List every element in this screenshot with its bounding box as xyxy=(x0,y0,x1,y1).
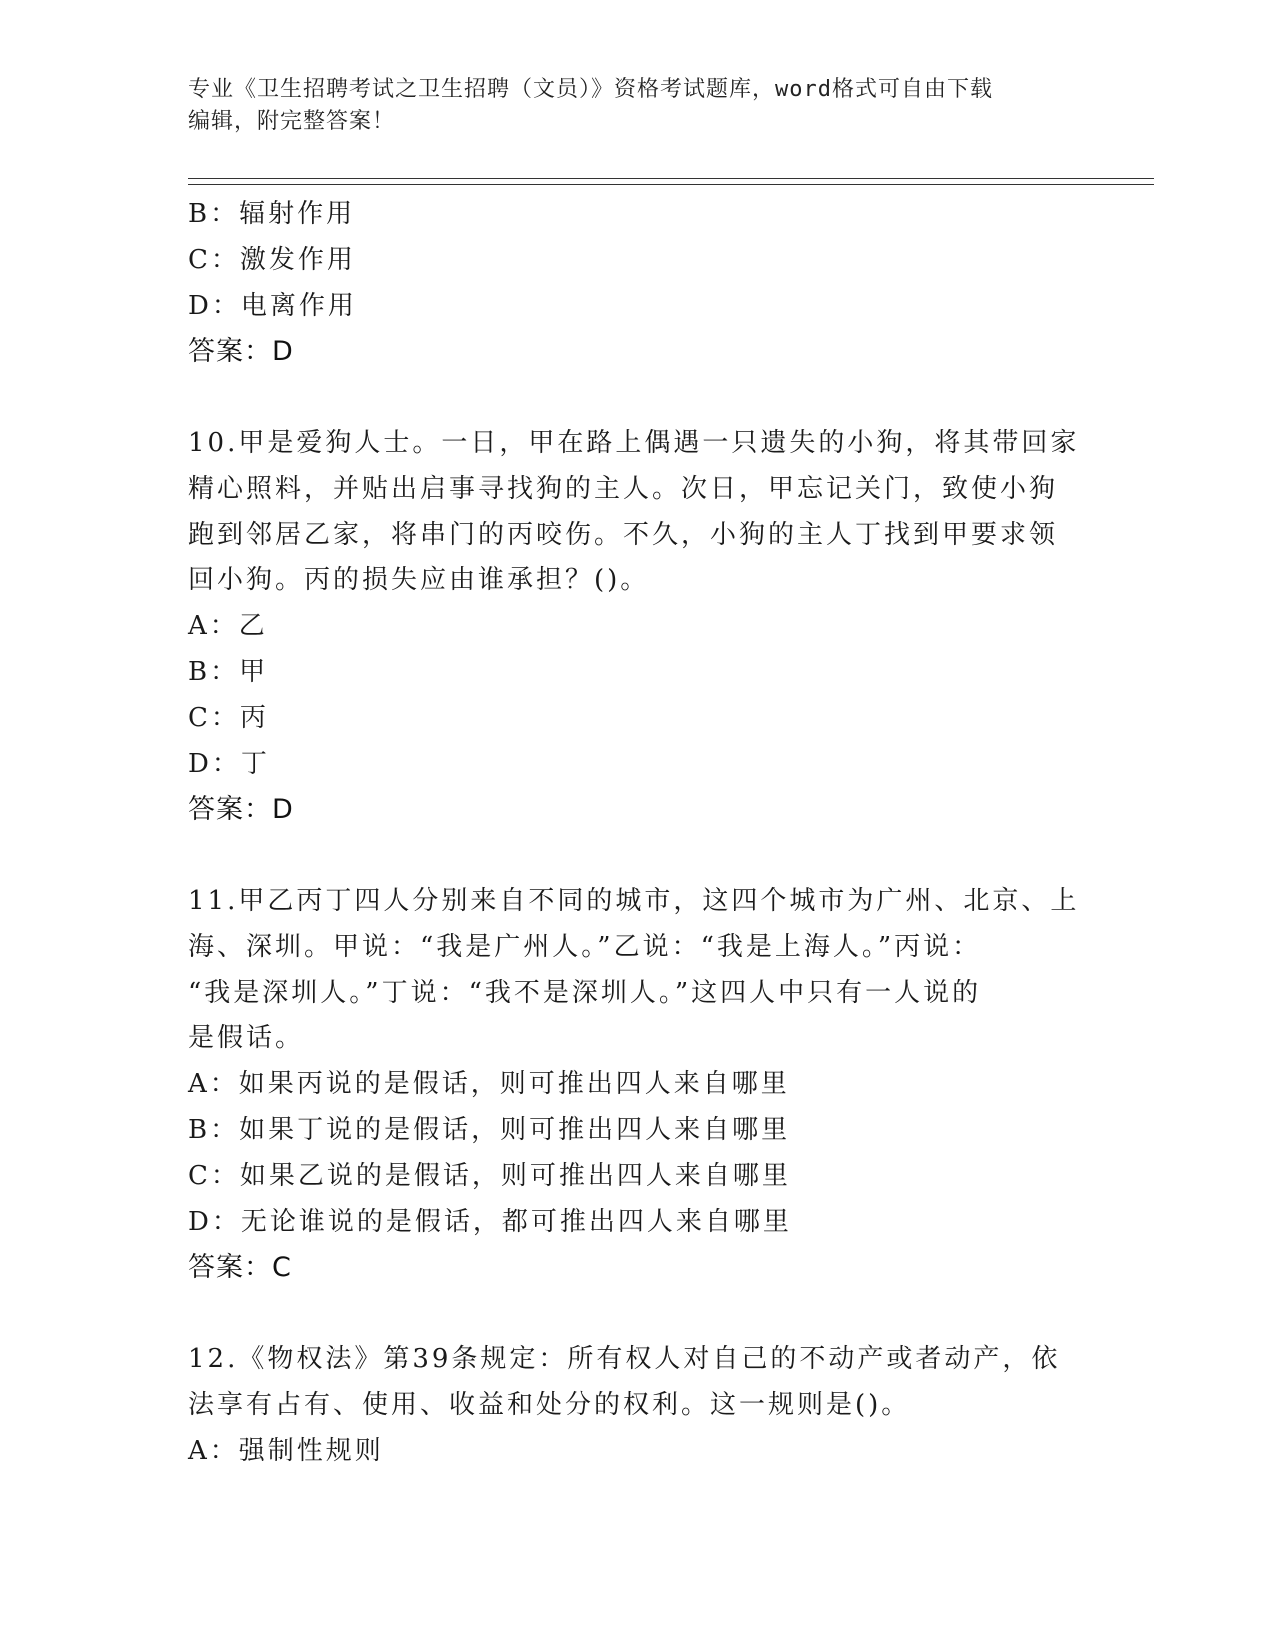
question-text-line: 精心照料，并贴出启事寻找狗的主人。次日，甲忘记关门，致使小狗 xyxy=(188,473,1059,504)
option-d: D：丁 xyxy=(188,748,270,779)
answer: 答案：C xyxy=(188,1252,292,1284)
question-text-line: 海、深圳。甲说：“我是广州人。”乙说：“我是上海人。”丙说： xyxy=(188,931,982,962)
question-11 xyxy=(188,879,1088,1291)
option-b: B：甲 xyxy=(188,656,269,687)
spacer xyxy=(188,375,1088,421)
option-a: A：如果丙说的是假话，则可推出四人来自哪里 xyxy=(188,1069,790,1100)
header-line-1: 专业《卫生招聘考试之卫生招聘（文员）》资格考试题库，word格式可自由下载 xyxy=(188,77,993,102)
question-text-line: “我是深圳人。”丁说：“我不是深圳人。”这四人中只有一人说的 xyxy=(188,977,982,1008)
question-text-line: 12.《物权法》第39条规定：所有权人对自己的不动产或者动产，依 xyxy=(188,1343,1061,1374)
option-a: A：乙 xyxy=(188,611,268,642)
question-text-line: 11.甲乙丙丁四人分别来自不同的城市，这四个城市为广州、北京、上 xyxy=(188,885,1080,916)
answer: 答案：D xyxy=(188,794,294,826)
question-text-line: 回小狗。丙的损失应由谁承担？()。 xyxy=(188,565,650,596)
spacer xyxy=(188,1291,1088,1337)
question-text-line: 法享有占有、使用、收益和处分的权利。这一规则是()。 xyxy=(188,1389,911,1420)
header-divider xyxy=(188,178,1154,185)
question-10 xyxy=(188,421,1088,833)
spacer xyxy=(188,833,1088,879)
option-d: D：电离作用 xyxy=(188,290,357,321)
question-9-tail xyxy=(188,192,1088,375)
option-c: C：如果乙说的是假话，则可推出四人来自哪里 xyxy=(188,1160,791,1191)
option-b: B：如果丁说的是假话，则可推出四人来自哪里 xyxy=(188,1114,791,1145)
option-c: C：激发作用 xyxy=(188,244,356,275)
question-text-line: 是假话。 xyxy=(188,1023,305,1054)
document-header xyxy=(188,74,1088,138)
question-text-line: 跑到邻居乙家，将串门的丙咬伤。不久，小狗的主人丁找到甲要求领 xyxy=(188,519,1059,550)
question-list xyxy=(188,192,1088,1474)
option-d: D：无论谁说的是假话，都可推出四人来自哪里 xyxy=(188,1206,792,1237)
question-12 xyxy=(188,1337,1088,1474)
question-text-line: 10.甲是爱狗人士。一日，甲在路上偶遇一只遗失的小狗，将其带回家 xyxy=(188,427,1080,458)
answer: 答案：D xyxy=(188,336,294,368)
option-b: B：辐射作用 xyxy=(188,199,356,229)
option-a: A：强制性规则 xyxy=(188,1435,384,1466)
option-c: C：丙 xyxy=(188,702,269,733)
header-line-2: 编辑，附完整答案！ xyxy=(188,109,396,134)
